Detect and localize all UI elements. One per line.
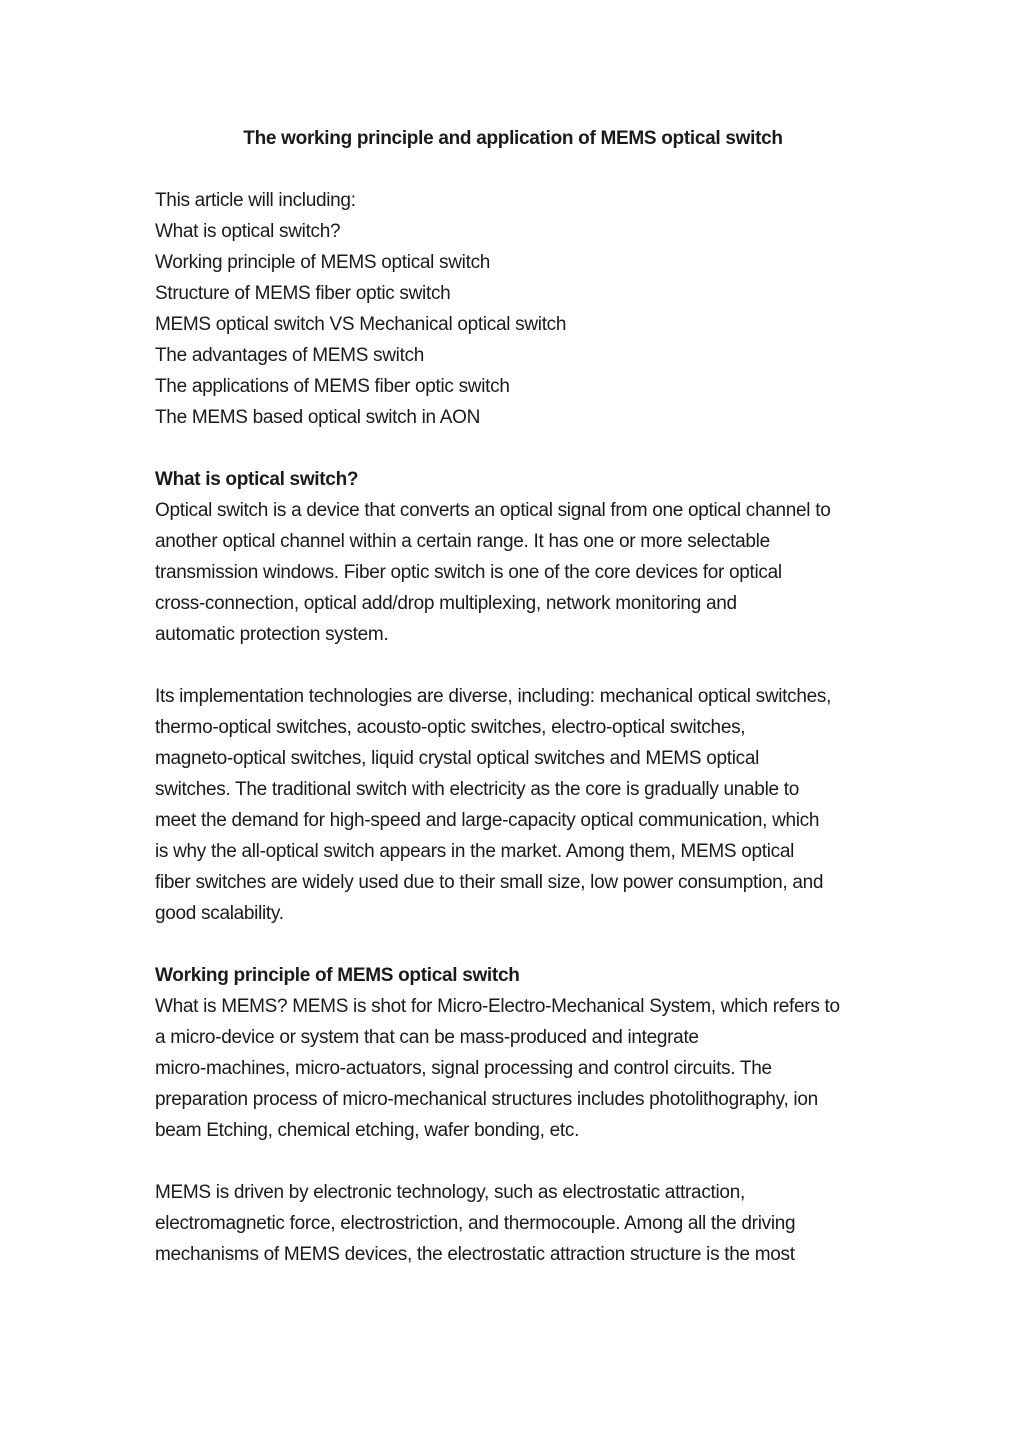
text-line: thermo-optical switches, acousto-optic switches, electro-optical switches,	[155, 717, 746, 738]
text-line: The applications of MEMS fiber optic switch	[155, 376, 510, 397]
text-line: Its implementation technologies are diverse, including: mechanical optical switches,	[155, 686, 832, 707]
text-line: This article will including:	[155, 190, 356, 211]
text-line: beam Etching, chemical etching, wafer bonding, etc.	[155, 1120, 580, 1141]
text-line: The advantages of MEMS switch	[155, 345, 425, 366]
text-line: another optical channel within a certain range. It has one or more selectable	[155, 531, 770, 552]
blank-line	[155, 929, 871, 960]
text-line: The MEMS based optical switch in AON	[155, 407, 481, 428]
blank-line	[155, 154, 871, 185]
section-heading: Working principle of MEMS optical switch	[155, 965, 520, 986]
text-line: Structure of MEMS fiber optic switch	[155, 283, 451, 304]
text-line: What is optical switch?	[155, 221, 341, 242]
text-line: fiber switches are widely used due to their small size, low power consumption, and	[155, 872, 824, 893]
section-heading: What is optical switch?	[155, 469, 359, 490]
text-line: mechanisms of MEMS devices, the electrostatic attraction structure is the most	[155, 1244, 795, 1265]
text-line: micro-machines, micro-actuators, signal processing and control circuits. The	[155, 1058, 772, 1079]
text-line: a micro-device or system that can be mass-produced and integrate	[155, 1027, 699, 1048]
text-line: is why the all-optical switch appears in the market. Among them, MEMS optical	[155, 841, 795, 862]
text-line: preparation process of micro-mechanical structures includes photolithography, ion	[155, 1089, 818, 1110]
text-line: switches. The traditional switch with electricity as the core is gradually unable to	[155, 779, 799, 800]
text-line: good scalability.	[155, 903, 284, 924]
text-line: cross-connection, optical add/drop multiplexing, network monitoring and	[155, 593, 737, 614]
text-line: MEMS optical switch VS Mechanical optical switch	[155, 314, 567, 335]
text-line: automatic protection system.	[155, 624, 389, 645]
document-body	[155, 185, 871, 1270]
document-title: The working principle and application of MEMS optical switch	[243, 128, 783, 149]
text-line: Optical switch is a device that converts an optical signal from one optical channel to	[155, 500, 831, 521]
text-line: meet the demand for high-speed and large-capacity optical communication, which	[155, 810, 820, 831]
text-line: MEMS is driven by electronic technology, such as electrostatic attraction,	[155, 1182, 745, 1203]
blank-line	[155, 1146, 871, 1177]
document-content	[155, 123, 871, 1270]
text-line: electromagnetic force, electrostriction, and thermocouple. Among all the driving	[155, 1213, 796, 1234]
blank-line	[155, 433, 871, 464]
blank-line	[155, 650, 871, 681]
text-line: What is MEMS? MEMS is shot for Micro-Electro-Mechanical System, which refers to	[155, 996, 840, 1017]
text-line: transmission windows. Fiber optic switch is one of the core devices for optical	[155, 562, 782, 583]
text-line: Working principle of MEMS optical switch	[155, 252, 491, 273]
text-line: magneto-optical switches, liquid crystal optical switches and MEMS optical	[155, 748, 760, 769]
